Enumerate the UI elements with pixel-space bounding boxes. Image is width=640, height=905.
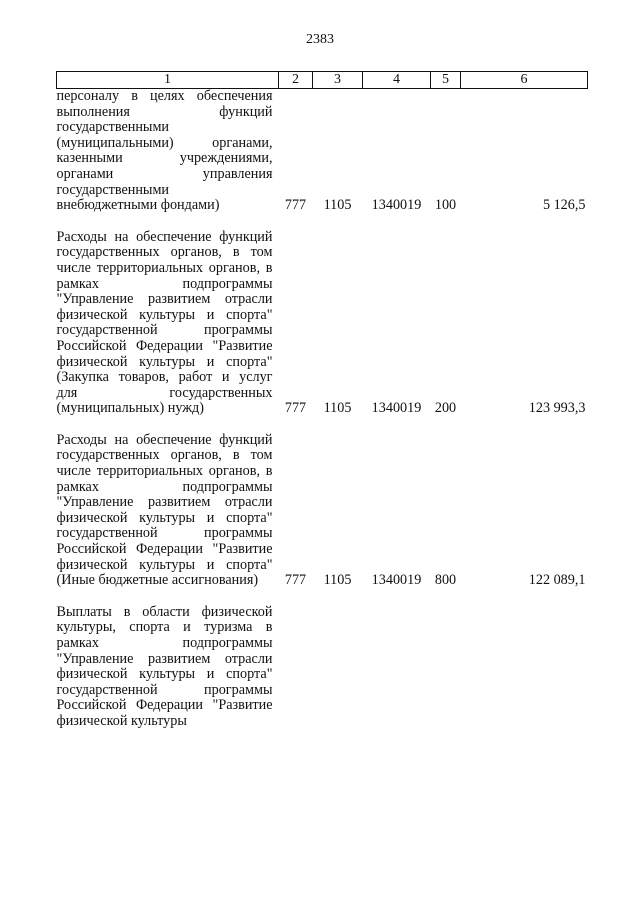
table-header-row bbox=[57, 72, 588, 89]
table-row bbox=[57, 605, 588, 730]
row-target-code: 1340019 bbox=[371, 197, 422, 214]
row-description: Выплаты в области физической культуры, спорта и туризма в рамках подпрограммы "Управление развитием отрасли физической культуры и спорта" государственной программы Российской Федерации "Развитие физической культуры bbox=[56, 603, 273, 729]
header-col-4: 4 bbox=[363, 72, 431, 89]
row-expense-type bbox=[431, 605, 461, 730]
table-row bbox=[57, 433, 588, 605]
row-target-code: 1340019 bbox=[371, 400, 422, 417]
table-row bbox=[57, 230, 588, 433]
row-expense-type: 100 bbox=[434, 197, 457, 214]
row-description: Расходы на обеспечение функций государственных органов, в том числе территориальных органов, в рамках подпрограммы "Управление развитием отрасли физической культуры и спорта" государственной программы Российской Федерации "Развитие физической культуры и спорта" (Закупка товаров, работ и услуг для государственных (муниципальных) нужд) bbox=[56, 228, 273, 417]
header-col-2: 2 bbox=[279, 72, 313, 89]
row-target-code: 1340019 bbox=[371, 572, 422, 589]
row-description: персоналу в целях обеспечения выполнения функций государственными (муниципальными) органами, казенными учреждениями, органами управления государственными внебюджетными фондами) bbox=[56, 88, 273, 214]
row-section-code bbox=[313, 605, 363, 730]
row-expense-type: 200 bbox=[434, 400, 457, 417]
row-description: Расходы на обеспечение функций государственных органов, в том числе территориальных органов, в рамках подпрограммы "Управление развитием отрасли физической культуры и спорта" государственной программы Российской Федерации "Развитие физической культуры и спорта" (Иные бюджетные ассигнования) bbox=[56, 431, 273, 589]
header-col-6: 6 bbox=[461, 72, 588, 89]
row-ministry-code: 777 bbox=[284, 400, 307, 417]
row-ministry-code: 777 bbox=[284, 197, 307, 214]
page-number: 2383 bbox=[306, 32, 334, 47]
row-amount: 123 993,3 bbox=[528, 400, 586, 417]
header-col-3: 3 bbox=[313, 72, 363, 89]
header-col-1: 1 bbox=[57, 72, 279, 89]
budget-table-grid bbox=[56, 71, 588, 730]
row-ministry-code: 777 bbox=[284, 572, 307, 589]
row-amount: 122 089,1 bbox=[528, 572, 586, 589]
budget-table bbox=[56, 71, 587, 730]
row-amount: 5 126,5 bbox=[542, 197, 586, 214]
table-row bbox=[57, 89, 588, 230]
row-target-code bbox=[363, 605, 431, 730]
row-section-code: 1105 bbox=[323, 197, 352, 214]
row-amount bbox=[461, 605, 588, 730]
row-section-code: 1105 bbox=[323, 400, 352, 417]
header-col-5: 5 bbox=[431, 72, 461, 89]
row-expense-type: 800 bbox=[434, 572, 457, 589]
row-section-code: 1105 bbox=[323, 572, 352, 589]
row-ministry-code bbox=[279, 605, 313, 730]
